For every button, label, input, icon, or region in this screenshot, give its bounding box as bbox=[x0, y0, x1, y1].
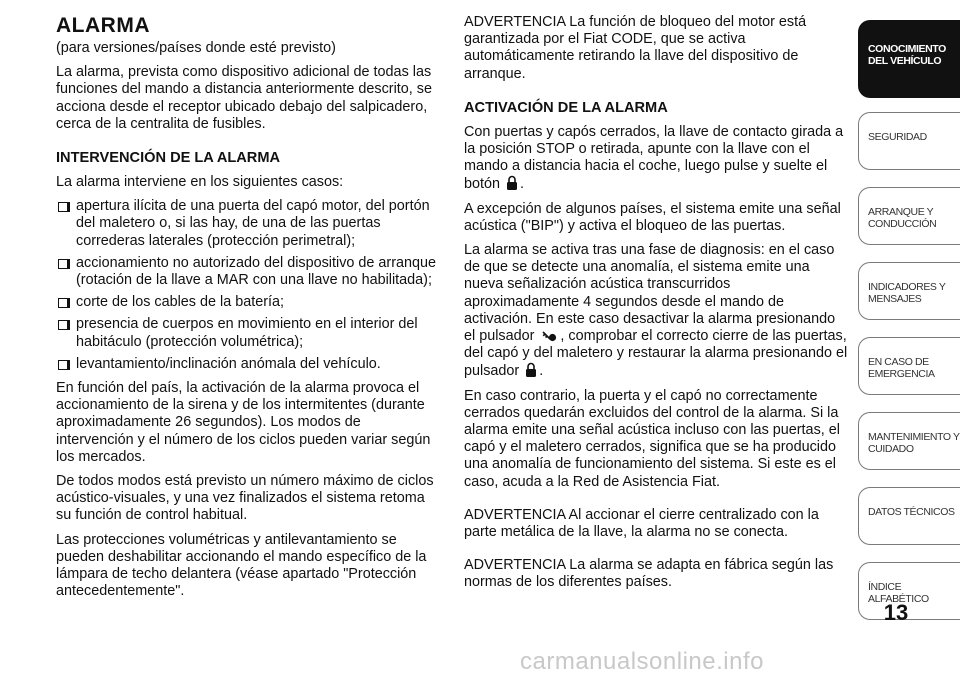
key-unlock-icon bbox=[540, 329, 558, 343]
tab-arranque-y-conduccion[interactable]: ARRANQUE Y CONDUCCIÓN bbox=[858, 187, 960, 245]
lock-icon bbox=[525, 362, 537, 378]
paragraph-activation-effects: En función del país, la activación de la alarma provoca el accionamiento de la sirena y de los intermitentes (durante aproximadamente 26 segundos). Los modos de intervención y el número de los ciclos pueden variar según los mercados. bbox=[56, 380, 431, 465]
section-heading-intervention: INTERVENCIÓN DE LA ALARMA bbox=[56, 150, 281, 167]
page-number: 13 bbox=[883, 600, 909, 625]
chapter-sidebar bbox=[858, 20, 960, 637]
square-bullet-icon bbox=[58, 320, 70, 330]
tab-mantenimiento-y-cuidado[interactable]: MANTENIMIENTO Y CUIDADO bbox=[858, 412, 960, 470]
paragraph-activation: Con puertas y capós cerrados, la llave de contacto girada a la posición STOP o retirada, apunte con la llave con el mando a distancia hacia el coche, luego pulse y suelte el botón . bbox=[464, 123, 844, 193]
section-heading-activation: ACTIVACIÓN DE LA ALARMA bbox=[464, 99, 668, 116]
list-item: levantamiento/inclinación anómala del vehículo. bbox=[56, 356, 440, 373]
tab-en-caso-de-emergencia[interactable]: EN CASO DE EMERGENCIA bbox=[858, 337, 960, 395]
list-item: accionamiento no autorizado del dispositivo de arranque (rotación de la llave a MAR con una llave no habilitada); bbox=[56, 255, 440, 289]
cases-list bbox=[56, 198, 440, 373]
warning-central-locking: ADVERTENCIA Al accionar el cierre centralizado con la parte metálica de la llave, la alarma no se conecta. bbox=[464, 506, 819, 541]
tab-conocimiento-del-vehiculo[interactable]: CONOCIMIENTO DEL VEHÍCULO bbox=[858, 20, 960, 98]
watermark: carmanualsonline.info bbox=[520, 648, 764, 675]
subtitle: (para versiones/países donde esté previsto) bbox=[56, 40, 336, 56]
paragraph-diagnosis: La alarma se activa tras una fase de diagnosis: en el caso de que se detecte una anomalía, el sistema emite una nueva señalización acústica transcurridos aproximadamente 4 segundos desde el mando de activación. En este caso desactivar la alarma presionando el pulsador , comprobar el correcto cierre de las puertas, del capó y del maletero y restaurar la alarma presionando el pulsador . bbox=[464, 242, 848, 380]
square-bullet-icon bbox=[58, 259, 70, 269]
square-bullet-icon bbox=[58, 360, 70, 370]
intro-paragraph: La alarma, prevista como dispositivo adicional de todas las funciones del mando a distancia anteriormente descrito, se acciona desde el receptor ubicado debajo del salpicadero, cerca de la centralita de fusibles. bbox=[56, 64, 432, 132]
list-item: apertura ilícita de una puerta del capó motor, del portón del maletero o, si las hay, de una de las puertas correderas laterales (protección perimetral); bbox=[56, 198, 440, 250]
warning-factory-setting: ADVERTENCIA La alarma se adapta en fábrica según las normas de los diferentes países. bbox=[464, 557, 834, 591]
tab-seguridad[interactable]: SEGURIDAD bbox=[858, 112, 960, 170]
tab-datos-tecnicos[interactable]: DATOS TÉCNICOS bbox=[858, 487, 960, 545]
list-item: corte de los cables de la batería; bbox=[56, 294, 440, 311]
paragraph-otherwise: En caso contrario, la puerta y el capó no correctamente cerrados quedarán excluidos del control de la alarma. Si la alarma emite una señal acústica incluso con las puertas, el capó y el maletero cerrados, significa que se ha producido una anomalía de funcionamiento del sistema. Si este es el caso, acuda a la Red de Asistencia Fiat. bbox=[464, 387, 840, 490]
tab-indice-alfabetico[interactable]: ÍNDICE ALFABÉTICO bbox=[858, 562, 960, 620]
list-item: presencia de cuerpos en movimiento en el interior del habitáculo (protección volumétrica); bbox=[56, 316, 440, 350]
tab-indicadores-y-mensajes[interactable]: INDICADORES Y MENSAJES bbox=[858, 262, 960, 320]
square-bullet-icon bbox=[58, 298, 70, 308]
paragraph-cycles: De todos modos está previsto un número máximo de ciclos acústico-visuales, y una vez finalizados el sistema retoma su función de control habitual. bbox=[56, 473, 434, 524]
lead-paragraph: La alarma interviene en los siguientes casos: bbox=[56, 174, 344, 191]
paragraph-beep: A excepción de algunos países, el sistema emite una señal acústica ("BIP") y activa el bloqueo de las puertas. bbox=[464, 200, 841, 234]
paragraph-volumetric: Las protecciones volumétricas y antilevantamiento se pueden deshabilitar accionando el mando específico de la lámpara de techo delantera (véase apartado "Protección antecedentemente". bbox=[56, 531, 427, 600]
page-title: ALARMA bbox=[56, 14, 150, 37]
left-column bbox=[56, 14, 440, 607]
warning-fiat-code: ADVERTENCIA La función de bloqueo del motor está garantizada por el Fiat CODE, que se activa automáticamente retirando la llave del dispositivo de arranque. bbox=[464, 14, 807, 82]
lock-icon bbox=[506, 175, 518, 191]
square-bullet-icon bbox=[58, 202, 70, 212]
right-column bbox=[464, 14, 849, 599]
